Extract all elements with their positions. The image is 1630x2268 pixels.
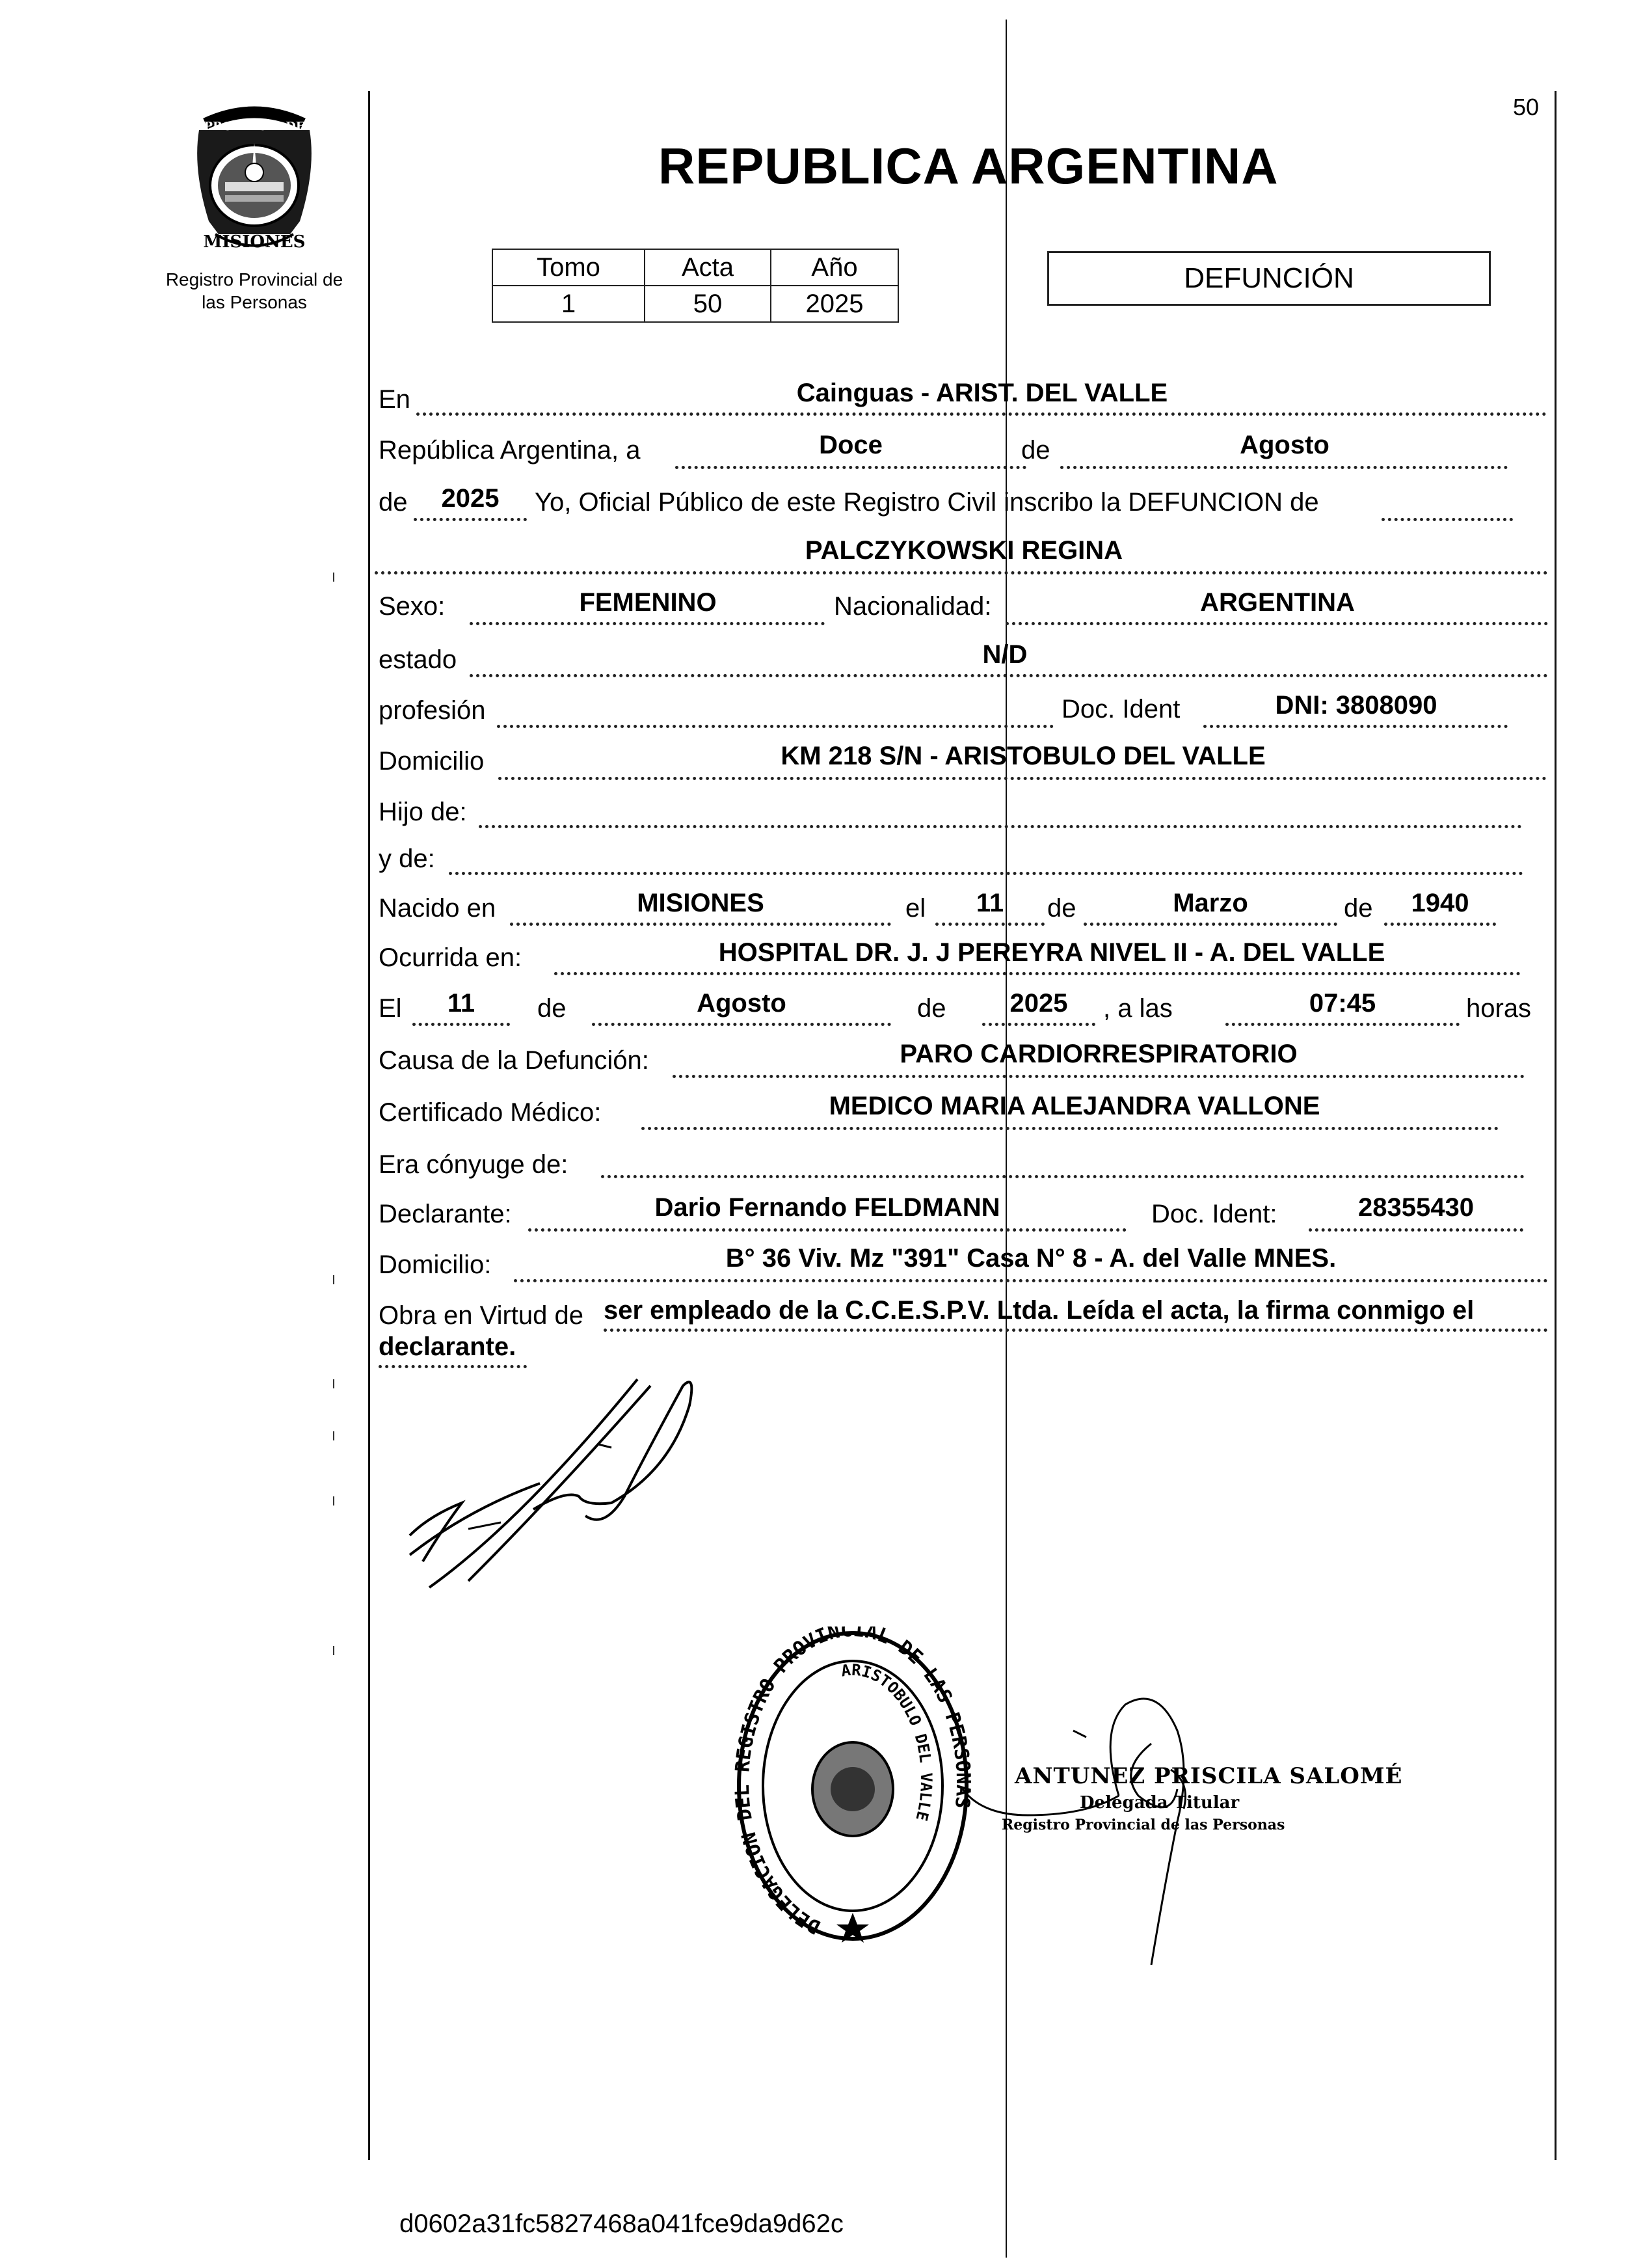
birth-month: Marzo <box>1173 889 1248 917</box>
en-value: Cainguas - ARIST. DEL VALLE <box>796 379 1168 407</box>
nacionalidad-value: ARGENTINA <box>1200 588 1355 617</box>
nacionalidad-label: Nacionalidad: <box>834 592 992 621</box>
doc-ident-value: DNI: 3808090 <box>1275 691 1437 720</box>
declarant-signature <box>390 1366 728 1600</box>
svg-text:MISIONES: MISIONES <box>203 232 306 252</box>
obra-value-1: ser empleado de la C.C.E.S.P.V. Ltda. Leída el acta, la firma conmigo el <box>604 1296 1475 1325</box>
domicilio-dotted-line <box>498 777 1547 780</box>
en-label: En <box>379 385 410 414</box>
delegation-stamp <box>732 1627 973 1945</box>
doc-ident-dotted-line <box>1203 725 1508 728</box>
domicilio-label: Domicilio <box>379 747 485 776</box>
year-dotted-line <box>414 518 527 521</box>
causa-value: PARO CARDIORRESPIRATORIO <box>900 1040 1298 1068</box>
page-title: REPUBLICA ARGENTINA <box>658 137 1279 195</box>
margin-tick <box>333 573 334 582</box>
svg-text:PROVINCIA DE: PROVINCIA DE <box>204 120 305 133</box>
death-month-dotted-line <box>592 1023 891 1026</box>
inscribo-text: Yo, Oficial Público de este Registro Civil inscribo la DEFUNCION de <box>535 488 1319 517</box>
birth-month-dotted-line <box>1084 923 1337 926</box>
causa-label: Causa de la Defunción: <box>379 1046 649 1075</box>
decl-doc-value: 28355430 <box>1358 1193 1474 1222</box>
death-time-dotted-line <box>1225 1023 1460 1026</box>
day-dotted-line <box>675 466 1026 469</box>
death-day: 11 <box>447 989 475 1018</box>
birth-day-dotted-line <box>935 923 1045 926</box>
death-year: 2025 <box>1009 989 1068 1018</box>
record-type-box: DEFUNCIÓN <box>1047 251 1491 306</box>
inscribo-dotted-line <box>1382 518 1513 521</box>
province-emblem <box>180 104 329 254</box>
en-dotted-line <box>416 412 1547 416</box>
nacido-value: MISIONES <box>637 889 764 917</box>
profesion-label: profesión <box>379 696 486 725</box>
table-header: Año <box>771 249 898 286</box>
page-number: 50 <box>1513 94 1540 120</box>
decl-doc-label: Doc. Ident: <box>1151 1200 1277 1228</box>
death-month: Agosto <box>697 989 786 1018</box>
el-label: el <box>905 894 926 923</box>
declarante-value: Dario Fernando FELDMANN <box>654 1193 1000 1222</box>
ocurrida-label: Ocurrida en: <box>379 943 522 972</box>
obra-label: Obra en Virtud de <box>379 1301 584 1330</box>
deceased-name: PALCZYKOWSKI REGINA <box>805 536 1123 565</box>
record-table <box>492 249 899 323</box>
official-signature <box>956 1692 1294 1978</box>
nacido-dotted-line <box>510 923 891 926</box>
declarante-dotted-line <box>528 1228 1127 1232</box>
doc-ident-label: Doc. Ident <box>1062 695 1181 723</box>
death-time: 07:45 <box>1309 989 1376 1018</box>
republica-label: República Argentina, a <box>379 436 641 465</box>
yde-label: y de: <box>379 844 435 873</box>
declarante-label: Declarante: <box>379 1200 512 1228</box>
birth-de1: de <box>1047 894 1076 923</box>
birth-year-dotted-line <box>1384 923 1496 926</box>
sexo-label: Sexo: <box>379 592 446 621</box>
el2-label: El <box>379 994 402 1023</box>
svg-text:DELEGACION DEL REGISTRO PROVIN: DELEGACION DEL REGISTRO PROVINCIAL DE LAS PERSONAS <box>732 1627 973 1939</box>
hijo-label: Hijo de: <box>379 798 467 826</box>
death-year-dotted-line <box>982 1023 1095 1026</box>
death-de1: de <box>537 994 567 1023</box>
year-value: 2025 <box>441 484 500 513</box>
death-de2: de <box>917 994 946 1023</box>
registry-label: Registro Provincial de las Personas <box>165 269 343 312</box>
birth-de2: de <box>1344 894 1373 923</box>
sexo-dotted-line <box>470 622 825 625</box>
official-role: Delegada Titular <box>1080 1793 1240 1813</box>
death-day-dotted-line <box>412 1023 510 1026</box>
nacionalidad-dotted-line <box>1006 622 1548 625</box>
certificado-label: Certificado Médico: <box>379 1098 602 1127</box>
margin-tick <box>333 1431 334 1440</box>
yde-dotted-line <box>449 872 1523 875</box>
left-margin-line <box>368 91 370 2160</box>
margin-tick <box>333 1379 334 1388</box>
decl-domicilio-dotted-line <box>514 1279 1548 1282</box>
estado-label: estado <box>379 645 457 674</box>
sexo-value: FEMENINO <box>579 588 717 617</box>
table-cell: 1 <box>492 286 645 322</box>
conyuge-label: Era cónyuge de: <box>379 1150 568 1179</box>
alas-label: , a las <box>1103 994 1173 1023</box>
nacido-label: Nacido en <box>379 894 496 923</box>
table-header: Acta <box>645 249 771 286</box>
name-dotted-line <box>375 571 1548 574</box>
obra-value-2: declarante. <box>379 1332 516 1361</box>
day-value: Doce <box>819 431 883 459</box>
footer-hash: d0602a31fc5827468a041fce9da9d62c <box>399 2209 844 2238</box>
svg-text:ARISTOBULO DEL VALLE: ARISTOBULO DEL VALLE <box>840 1660 936 1823</box>
profesion-dotted-line <box>497 725 1054 728</box>
table-header: Tomo <box>492 249 645 286</box>
causa-dotted-line <box>673 1075 1525 1078</box>
month-value: Agosto <box>1240 431 1329 459</box>
horas-label: horas <box>1466 994 1532 1023</box>
margin-tick <box>333 1275 334 1284</box>
domicilio-value: KM 218 S/N - ARISTOBULO DEL VALLE <box>781 742 1266 770</box>
decl-domicilio-label: Domicilio: <box>379 1250 492 1279</box>
certificado-value: MEDICO MARIA ALEJANDRA VALLONE <box>829 1092 1320 1120</box>
ocurrida-dotted-line <box>554 972 1521 975</box>
margin-tick <box>333 1646 334 1655</box>
official-name: ANTUNEZ PRISCILA SALOMÉ <box>1015 1763 1403 1789</box>
ocurrida-value: HOSPITAL DR. J. J PEREYRA NIVEL II - A. DEL VALLE <box>718 938 1385 967</box>
estado-value: N/D <box>982 640 1028 669</box>
obra-dotted-line <box>604 1329 1548 1332</box>
table-cell: 50 <box>645 286 771 322</box>
table-cell: 2025 <box>771 286 898 322</box>
hijo-dotted-line <box>479 825 1522 828</box>
de-label: de <box>1021 436 1050 465</box>
conyuge-dotted-line <box>601 1175 1525 1178</box>
right-margin-line <box>1555 91 1557 2160</box>
estado-dotted-line <box>470 674 1548 677</box>
official-org: Registro Provincial de las Personas <box>1002 1816 1285 1833</box>
decl-doc-dotted-line <box>1309 1228 1523 1232</box>
month-dotted-line <box>1060 466 1508 469</box>
birth-day: 11 <box>976 889 1004 917</box>
certificado-dotted-line <box>641 1127 1499 1130</box>
birth-year: 1940 <box>1411 889 1469 917</box>
margin-tick <box>333 1496 334 1505</box>
decl-domicilio-value: B° 36 Viv. Mz "391" Casa N° 8 - A. del Valle MNES. <box>725 1244 1337 1273</box>
year-prefix-label: de <box>379 488 408 517</box>
